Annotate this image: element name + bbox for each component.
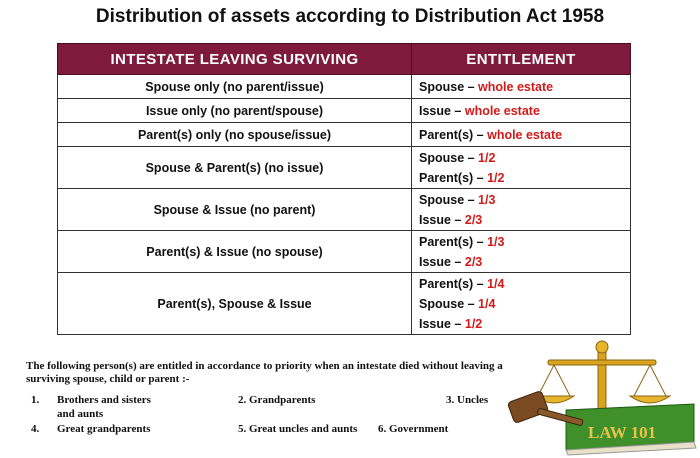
table-row (58, 147, 631, 189)
entitlement-who: Spouse – (419, 192, 479, 207)
entitlement-share: 1/4 (478, 296, 496, 311)
entitlement-who: Spouse – (419, 79, 479, 94)
entitlement-line (419, 77, 630, 97)
entitlement-cell (412, 123, 631, 147)
condition-cell: Issue only (no parent/spouse) (58, 99, 412, 123)
entitlement-line (419, 101, 630, 121)
entitlement-share: 2/3 (464, 212, 483, 227)
condition-cell: Spouse only (no parent/issue) (58, 75, 412, 99)
table-row (58, 189, 631, 231)
entitlement-who: Parent(s) – (419, 127, 488, 142)
list-text: Great grandparents (57, 423, 151, 435)
entitlement-who: Issue – (419, 254, 465, 269)
entitlement-cell (412, 231, 631, 273)
entitlement-share: 1/3 (478, 192, 496, 207)
list-item: 5. Great uncles and aunts (238, 423, 358, 435)
list-item: 3. Uncles (446, 394, 489, 406)
list-item (31, 394, 151, 407)
condition-cell: Parent(s) only (no spouse/issue) (58, 123, 412, 147)
entitlement-line (419, 125, 630, 145)
entitlement-line (419, 210, 630, 230)
table-row (58, 273, 631, 335)
law-scales-gavel-illustration (508, 338, 698, 456)
list-item-continuation: and aunts (57, 408, 104, 420)
header-entitlement: ENTITLEMENT (412, 44, 631, 75)
entitlement-share: whole estate (464, 103, 540, 118)
list-item: 6. Government (378, 423, 449, 435)
law-book-icon (566, 404, 696, 455)
entitlement-line (419, 294, 630, 314)
page-title: Distribution of assets according to Distribution Act 1958 (95, 6, 605, 27)
table-row (58, 231, 631, 273)
entitlement-cell (412, 147, 631, 189)
entitlement-who: Parent(s) – (419, 276, 488, 291)
entitlement-share: 1/2 (478, 150, 496, 165)
distribution-table (57, 43, 631, 335)
entitlement-line (419, 252, 630, 272)
priority-note: The following person(s) are entitled in accordance to priority when an intestate died without leaving a surviving spouse, child or parent :- (26, 360, 503, 385)
entitlement-line (419, 168, 630, 188)
entitlement-share: 1/2 (464, 316, 483, 331)
list-item: 2. Grandparents (238, 394, 316, 406)
entitlement-line (419, 190, 630, 210)
entitlement-cell (412, 75, 631, 99)
entitlement-cell (412, 189, 631, 231)
entitlement-line (419, 314, 630, 334)
entitlement-line (419, 232, 630, 252)
law-101-label: LAW 101 (588, 423, 657, 442)
entitlement-share: whole estate (487, 127, 563, 142)
list-text: Brothers and sisters (57, 394, 151, 406)
entitlement-who: Issue – (419, 212, 465, 227)
entitlement-line (419, 148, 630, 168)
entitlement-who: Issue – (419, 103, 465, 118)
entitlement-line (419, 274, 630, 294)
entitlement-share: 1/3 (487, 234, 505, 249)
list-item (31, 423, 150, 436)
entitlement-cell (412, 99, 631, 123)
table-row (58, 75, 631, 99)
entitlement-cell (412, 273, 631, 335)
condition-cell: Parent(s), Spouse & Issue (58, 273, 412, 335)
condition-cell: Spouse & Parent(s) (no issue) (58, 147, 412, 189)
list-number: 4. (31, 423, 40, 435)
entitlement-share: 2/3 (464, 254, 483, 269)
entitlement-who: Parent(s) – (419, 234, 488, 249)
condition-cell: Spouse & Issue (no parent) (58, 189, 412, 231)
entitlement-share: 1/2 (487, 170, 505, 185)
entitlement-who: Spouse – (419, 150, 479, 165)
table-header-row (58, 44, 631, 75)
entitlement-share: whole estate (478, 79, 554, 94)
table-row (58, 123, 631, 147)
header-intestate: INTESTATE LEAVING SURVIVING (58, 44, 412, 75)
table-row (58, 99, 631, 123)
entitlement-who: Spouse – (419, 296, 479, 311)
entitlement-who: Issue – (419, 316, 465, 331)
entitlement-who: Parent(s) – (419, 170, 488, 185)
list-number: 1. (31, 394, 40, 406)
entitlement-share: 1/4 (487, 276, 505, 291)
condition-cell: Parent(s) & Issue (no spouse) (58, 231, 412, 273)
